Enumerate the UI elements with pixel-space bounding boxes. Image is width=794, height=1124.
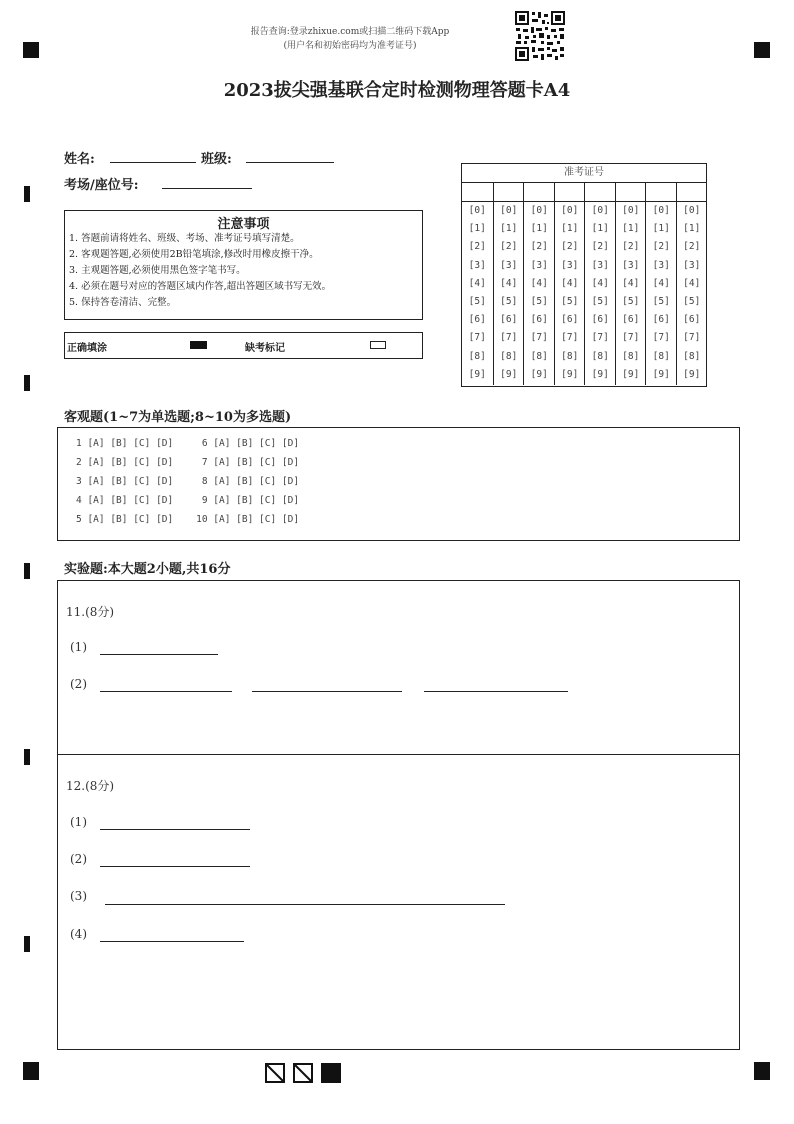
- exam-id-digit-bubble[interactable]: [2]: [468, 241, 486, 253]
- exam-id-digit-bubble[interactable]: [5]: [500, 295, 518, 307]
- exam-id-digit-bubble[interactable]: [8]: [468, 350, 486, 362]
- exam-id-digit-bubble[interactable]: [1]: [683, 223, 701, 235]
- notice-item: 2. 客观题答题,必须使用2B铅笔填涂,修改时用橡皮擦干净。: [69, 249, 319, 260]
- exam-id-digit-bubble[interactable]: [1]: [500, 223, 518, 235]
- question-divider: [58, 754, 739, 755]
- exam-id-digit-bubble[interactable]: [1]: [561, 223, 579, 235]
- q12-part4-label: (4): [70, 927, 87, 941]
- exam-id-digit-bubble[interactable]: [0]: [561, 205, 579, 216]
- exam-id-digit-bubble[interactable]: [7]: [591, 332, 609, 344]
- exam-id-digit-bubble[interactable]: [4]: [622, 277, 640, 289]
- q11-label: 11.(8分): [66, 605, 115, 619]
- exam-id-write-cell[interactable]: [585, 183, 616, 202]
- exam-id-write-cell[interactable]: [494, 183, 525, 202]
- exam-id-digit-bubble[interactable]: [1]: [530, 223, 548, 235]
- exam-id-digit-bubble[interactable]: [4]: [530, 277, 548, 289]
- exam-id-digit-bubble[interactable]: [9]: [561, 368, 579, 380]
- name-field[interactable]: [110, 162, 196, 163]
- exam-id-digit-bubble[interactable]: [4]: [500, 277, 518, 289]
- q11-part2-label: (2): [70, 677, 87, 691]
- exam-id-digit-bubble[interactable]: [9]: [530, 368, 548, 380]
- exam-id-column: [493, 183, 525, 385]
- timing-mark: [24, 749, 30, 765]
- q12-part3-label: (3): [70, 889, 87, 903]
- q12-part1-label: (1): [70, 815, 87, 829]
- q12-label: 12.(8分): [66, 779, 115, 793]
- exam-id-digit-bubble[interactable]: [6]: [622, 314, 640, 326]
- exam-id-digit-bubble[interactable]: [0]: [530, 205, 548, 216]
- report-query-note: 报告查询:登录zhixue.com或扫描二维码下载App: [250, 27, 450, 37]
- exam-id-write-cell[interactable]: [677, 183, 708, 202]
- objective-answer-box: [57, 427, 740, 541]
- exam-id-digit-bubble[interactable]: [7]: [622, 332, 640, 344]
- timing-mark: [24, 375, 30, 391]
- exam-id-digit-bubble[interactable]: [0]: [468, 205, 486, 216]
- seat-label: 考场/座位号:: [64, 178, 139, 193]
- exam-id-digit-bubble[interactable]: [0]: [652, 205, 670, 216]
- page-marker-filled-icon: [321, 1063, 341, 1083]
- exam-id-digit-bubble[interactable]: [2]: [591, 241, 609, 253]
- exam-id-digit-bubble[interactable]: [6]: [530, 314, 548, 326]
- exam-id-digit-bubble[interactable]: [2]: [561, 241, 579, 253]
- exam-id-digit-bubble[interactable]: [9]: [591, 368, 609, 380]
- q11-part1-answer-line[interactable]: [100, 654, 218, 655]
- exam-id-digit-bubble[interactable]: [5]: [591, 295, 609, 307]
- exam-id-digit-bubble[interactable]: [9]: [622, 368, 640, 380]
- login-note: (用户名和初始密码均为准考证号): [283, 41, 417, 51]
- corner-marker-top-left: [23, 42, 39, 58]
- q11-part2-answer-line[interactable]: [100, 691, 232, 692]
- page-title: 2023拔尖强基联合定时检测物理答题卡A4: [223, 80, 571, 101]
- objective-title: 客观题(1~7为单选题;8~10为多选题): [64, 410, 292, 425]
- exam-id-digit-bubble[interactable]: [6]: [683, 314, 701, 326]
- experiment-answer-box: [57, 580, 740, 1050]
- exam-id-digit-bubble[interactable]: [8]: [622, 350, 640, 362]
- exam-id-digit-bubble[interactable]: [9]: [468, 368, 486, 380]
- exam-id-column: [676, 183, 708, 385]
- exam-id-digit-bubble[interactable]: [5]: [561, 295, 579, 307]
- exam-id-digit-bubble[interactable]: [6]: [500, 314, 518, 326]
- exam-id-digit-bubble[interactable]: [5]: [622, 295, 640, 307]
- notice-title: 注意事项: [217, 217, 270, 232]
- experiment-title: 实验题:本大题2小题,共16分: [64, 562, 231, 577]
- exam-id-column: [615, 183, 647, 385]
- exam-id-digit-bubble[interactable]: [7]: [652, 332, 670, 344]
- page-marker-icon: [293, 1063, 313, 1083]
- exam-id-digit-bubble[interactable]: [0]: [500, 205, 518, 216]
- exam-id-digit-bubble[interactable]: [8]: [652, 350, 670, 362]
- exam-id-digit-bubble[interactable]: [2]: [500, 241, 518, 253]
- timing-mark: [24, 936, 30, 952]
- q11-part1-label: (1): [70, 640, 87, 654]
- absent-mark-label: 缺考标记: [245, 343, 285, 354]
- corner-marker-top-right: [754, 42, 770, 58]
- exam-id-digit-bubble[interactable]: [9]: [652, 368, 670, 380]
- exam-id-digit-bubble[interactable]: [7]: [683, 332, 701, 344]
- objective-row[interactable]: 3 [A] [B] [C] [D] 8 [A] [B] [C] [D]: [76, 476, 300, 487]
- exam-id-digit-bubble[interactable]: [5]: [683, 295, 701, 307]
- exam-id-digit-bubble[interactable]: [3]: [500, 259, 518, 271]
- q12-part2-label: (2): [70, 852, 87, 866]
- page-marker-icon: [265, 1063, 285, 1083]
- timing-mark: [24, 186, 30, 202]
- exam-id-digit-bubble[interactable]: [6]: [591, 314, 609, 326]
- exam-id-digit-bubble[interactable]: [3]: [468, 259, 486, 271]
- exam-id-digit-bubble[interactable]: [7]: [561, 332, 579, 344]
- exam-id-digit-bubble[interactable]: [8]: [683, 350, 701, 362]
- seat-field[interactable]: [162, 188, 252, 189]
- exam-id-digit-bubble[interactable]: [3]: [530, 259, 548, 271]
- exam-id-digit-bubble[interactable]: [0]: [591, 205, 609, 216]
- objective-row[interactable]: 5 [A] [B] [C] [D] 10 [A] [B] [C] [D]: [76, 514, 300, 525]
- exam-id-digit-bubble[interactable]: [0]: [683, 205, 701, 216]
- q12-part1-answer-line[interactable]: [100, 829, 250, 830]
- q12-part2-answer-line[interactable]: [100, 866, 250, 867]
- exam-id-digit-bubble[interactable]: [5]: [652, 295, 670, 307]
- q11-part2-answer-line[interactable]: [252, 691, 402, 692]
- timing-mark: [24, 563, 30, 579]
- exam-id-digit-bubble[interactable]: [5]: [468, 295, 486, 307]
- exam-id-column: [584, 183, 616, 385]
- notice-box: [64, 210, 423, 320]
- exam-id-digit-bubble[interactable]: [7]: [500, 332, 518, 344]
- exam-id-column: [462, 183, 493, 385]
- notice-item: 3. 主观题答题,必须使用黑色签字笔书写。: [69, 265, 246, 276]
- exam-id-digit-bubble[interactable]: [9]: [500, 368, 518, 380]
- notice-item: 4. 必须在题号对应的答题区域内作答,超出答题区域书写无效。: [69, 281, 332, 292]
- exam-id-digit-bubble[interactable]: [4]: [652, 277, 670, 289]
- exam-id-digit-bubble[interactable]: [3]: [683, 259, 701, 271]
- exam-id-digit-bubble[interactable]: [4]: [561, 277, 579, 289]
- exam-id-digit-bubble[interactable]: [1]: [591, 223, 609, 235]
- class-field[interactable]: [246, 162, 334, 163]
- corner-marker-bottom-right: [754, 1062, 770, 1080]
- exam-id-digit-bubble[interactable]: [2]: [683, 241, 701, 253]
- exam-id-write-cell[interactable]: [462, 183, 493, 202]
- exam-id-digit-bubble[interactable]: [4]: [468, 277, 486, 289]
- fill-example-box: [64, 332, 423, 359]
- exam-id-digit-bubble[interactable]: [1]: [622, 223, 640, 235]
- exam-id-column: [523, 183, 555, 385]
- objective-row[interactable]: 1 [A] [B] [C] [D] 6 [A] [B] [C] [D]: [76, 438, 300, 449]
- exam-id-digit-bubble[interactable]: [1]: [468, 223, 486, 235]
- exam-id-digit-bubble[interactable]: [3]: [622, 259, 640, 271]
- notice-item: 5. 保持答卷清洁、完整。: [69, 297, 177, 308]
- exam-id-write-cell[interactable]: [646, 183, 677, 202]
- exam-id-digit-bubble[interactable]: [2]: [622, 241, 640, 253]
- exam-id-digit-bubble[interactable]: [7]: [530, 332, 548, 344]
- notice-item: 1. 答题前请将姓名、班级、考场、准考证号填写清楚。: [69, 233, 300, 244]
- exam-id-digit-bubble[interactable]: [6]: [561, 314, 579, 326]
- q12-part3-answer-line[interactable]: [105, 904, 505, 905]
- exam-id-title: 准考证号: [462, 164, 706, 183]
- exam-id-digit-bubble[interactable]: [4]: [591, 277, 609, 289]
- exam-id-column: [645, 183, 677, 385]
- exam-id-digit-bubble[interactable]: [3]: [591, 259, 609, 271]
- class-label: 班级:: [201, 152, 232, 167]
- exam-id-digit-bubble[interactable]: [2]: [530, 241, 548, 253]
- exam-id-digit-bubble[interactable]: [3]: [652, 259, 670, 271]
- exam-id-digit-bubble[interactable]: [8]: [561, 350, 579, 362]
- exam-id-write-cell[interactable]: [555, 183, 586, 202]
- exam-id-digit-bubble[interactable]: [8]: [530, 350, 548, 362]
- exam-id-write-cell[interactable]: [524, 183, 555, 202]
- exam-id-column: [554, 183, 586, 385]
- exam-id-digit-bubble[interactable]: [5]: [530, 295, 548, 307]
- absent-mark-checkbox[interactable]: [370, 341, 386, 349]
- exam-id-digit-bubble[interactable]: [9]: [683, 368, 701, 380]
- exam-id-digit-bubble[interactable]: [8]: [591, 350, 609, 362]
- q12-part4-answer-line[interactable]: [100, 941, 244, 942]
- objective-row[interactable]: 2 [A] [B] [C] [D] 7 [A] [B] [C] [D]: [76, 457, 300, 468]
- exam-id-digit-bubble[interactable]: [6]: [468, 314, 486, 326]
- exam-id-digit-bubble[interactable]: [4]: [683, 277, 701, 289]
- name-label: 姓名:: [64, 152, 95, 167]
- correct-fill-sample: [190, 341, 207, 349]
- exam-id-digit-bubble[interactable]: [8]: [500, 350, 518, 362]
- exam-id-digit-bubble[interactable]: [6]: [652, 314, 670, 326]
- exam-id-digit-bubble[interactable]: [0]: [622, 205, 640, 216]
- q11-part2-answer-line[interactable]: [424, 691, 568, 692]
- corner-marker-bottom-left: [23, 1062, 39, 1080]
- correct-fill-label: 正确填涂: [67, 343, 107, 354]
- exam-id-digit-bubble[interactable]: [7]: [468, 332, 486, 344]
- qr-code-icon: [514, 10, 566, 62]
- exam-id-digit-bubble[interactable]: [2]: [652, 241, 670, 253]
- exam-id-digit-bubble[interactable]: [1]: [652, 223, 670, 235]
- exam-id-grid: [461, 163, 707, 387]
- exam-id-write-cell[interactable]: [616, 183, 647, 202]
- exam-id-digit-bubble[interactable]: [3]: [561, 259, 579, 271]
- objective-row[interactable]: 4 [A] [B] [C] [D] 9 [A] [B] [C] [D]: [76, 495, 300, 506]
